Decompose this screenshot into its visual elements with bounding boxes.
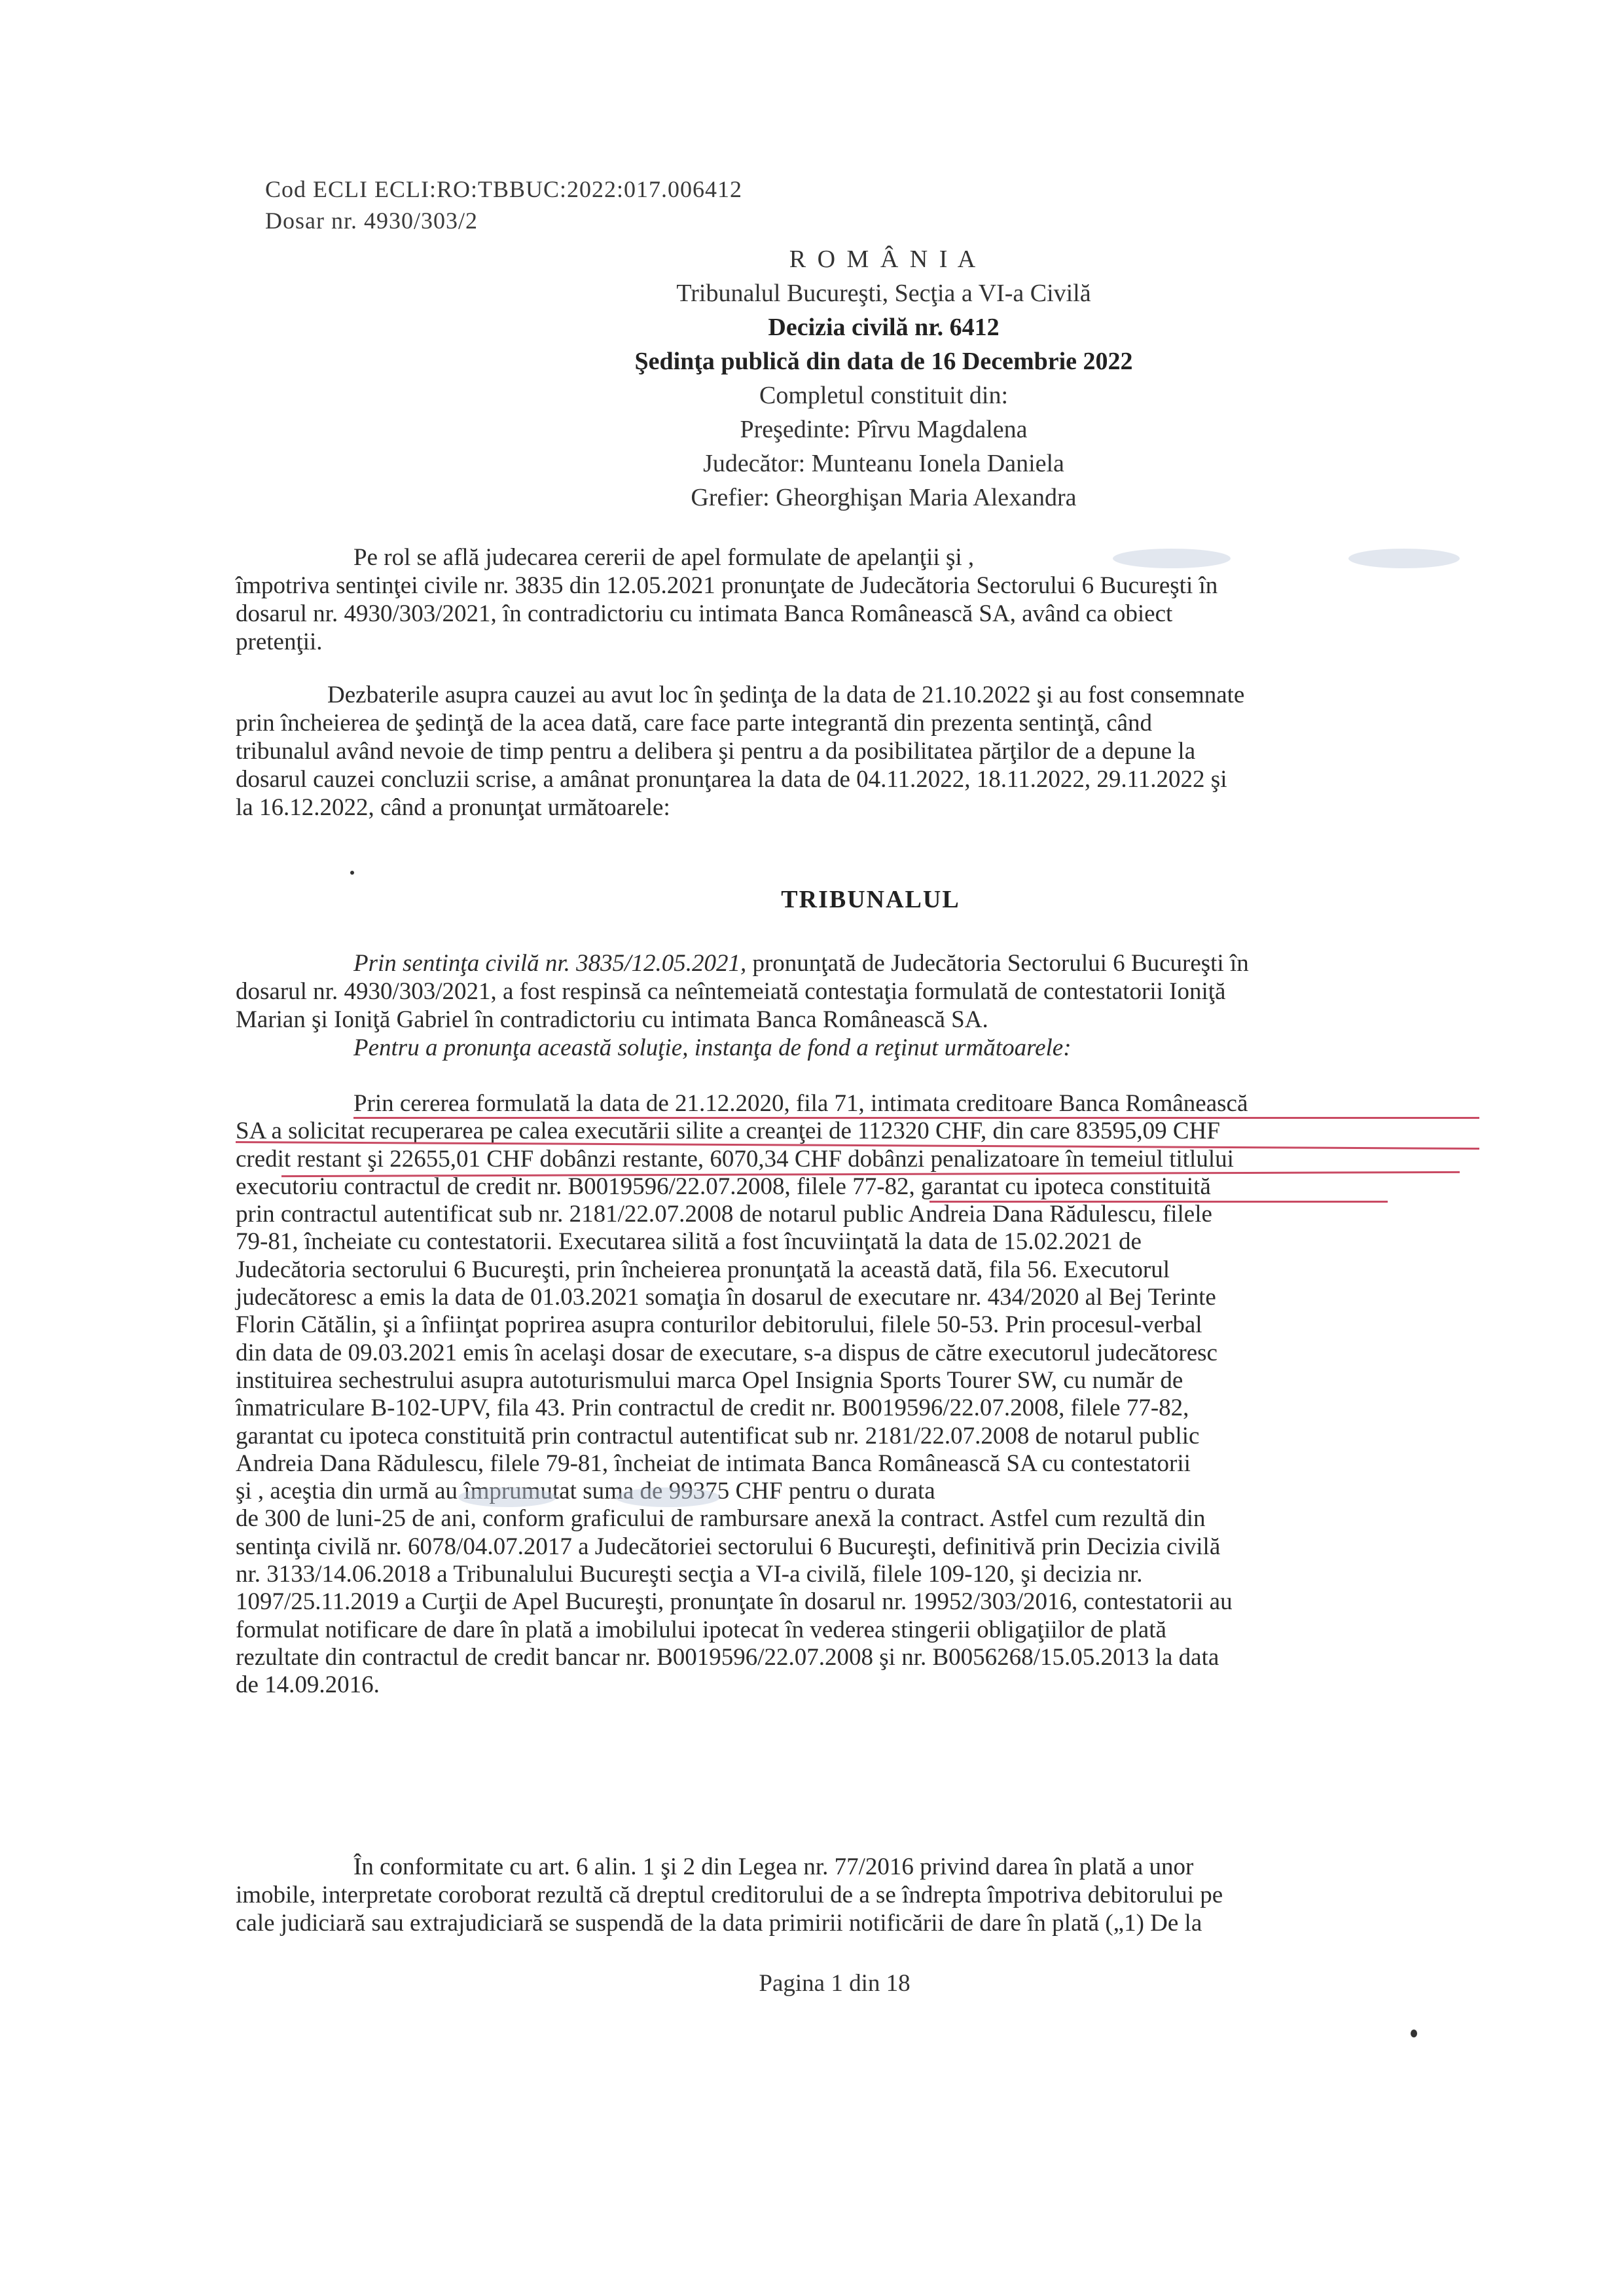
ink-speck	[350, 871, 354, 875]
facts-line: nr. 3133/14.06.2018 a Tribunalului Bucureşti secţia a VI-a civilă, filele 109-120, şi decizia nr.	[236, 1561, 1143, 1588]
ink-speck	[1411, 2030, 1417, 2037]
court-name: Tribunalul Bucureşti, Secţia a VI-a Civilă	[676, 280, 1091, 307]
facts-line: prin contractul autentificat sub nr. 2181/22.07.2008 de notarul public Andreia Dana Rădulescu, filele	[236, 1201, 1212, 1228]
section-heading: TRIBUNALUL	[781, 886, 960, 913]
summary-line: dosarul nr. 4930/303/2021, a fost respinsă ca neîntemeiată contestaţia formulată de contestatorii Ioniţă	[236, 978, 1226, 1005]
facts-line: şi , aceştia din urmă au împrumutat suma de 99375 CHF pentru o durata	[236, 1478, 935, 1505]
sentence-summary-paragraph	[236, 949, 1453, 1062]
facts-line: garantat cu ipoteca constituită prin contractul autentificat sub nr. 2181/22.07.2008 de notarul public	[236, 1422, 1200, 1449]
facts-line: înmatriculare B-102-UPV, fila 43. Prin contractul de credit nr. B0019596/22.07.2008, filele 77-82,	[236, 1394, 1189, 1422]
facts-line: SA a solicitat recuperarea pe calea executării silite a creanţei de 112320 CHF, din care 83595,09 CHF	[236, 1118, 1220, 1145]
panel-president: Preşedinte: Pîrvu Magdalena	[740, 416, 1028, 443]
facts-line: instituirea sechestrului asupra autoturismului marca Opel Insignia Sports Tourer SW, cu număr de	[236, 1366, 1183, 1394]
facts-line: credit restant şi 22655,01 CHF dobânzi restante, 6070,34 CHF dobânzi penalizatoare în temeiul titlului	[236, 1145, 1234, 1173]
legal-line: imobile, interpretate coroborat rezultă că dreptul creditorului de a se îndrepta împotriva debitorului pe	[236, 1882, 1223, 1908]
session-date: Şedinţa publică din data de 16 Decembrie 2022	[634, 348, 1133, 375]
facts-paragraph	[236, 1090, 1453, 1700]
facts-line: Florin Cătălin, şi a înfiinţat poprirea asupra conturilor debitorului, filele 50-53. Prin procesul-verbal	[236, 1311, 1202, 1339]
facts-line: judecătoresc a emis la data de 01.03.2021 somaţia în dosarul de executare nr. 434/2020 al Bej Terinte	[236, 1284, 1216, 1311]
reasoning-intro: Pentru a pronunţa această soluţie, instanţa de fond a reţinut următoarele:	[353, 1034, 1072, 1061]
redaction-blot	[1113, 549, 1231, 568]
summary-line: Marian şi Ioniţă Gabriel în contradictoriu cu intimata Banca Românească SA.	[236, 1006, 988, 1033]
debate-line: Dezbaterile asupra cauzei au avut loc în şedinţa de la data de 21.10.2022 şi au fost consemnate	[327, 682, 1245, 708]
facts-line: executoriu contractul de credit nr. B0019596/22.07.2008, filele 77-82, garantat cu ipoteca constituită	[236, 1173, 1211, 1200]
panel-judge: Judecător: Munteanu Ionela Daniela	[703, 450, 1064, 477]
panel-clerk: Grefier: Gheorghişan Maria Alexandra	[691, 484, 1077, 511]
redaction-blot	[1348, 549, 1460, 568]
redaction-blot	[458, 1487, 556, 1507]
intro-line: dosarul nr. 4930/303/2021, în contradictoriu cu intimata Banca Românească SA, având ca obiect	[236, 600, 1173, 627]
facts-line: Judecătoria sectorului 6 Bucureşti, prin încheierea pronunţată la această dată, fila 56. Executorul	[236, 1256, 1170, 1283]
case-number: Dosar nr. 4930/303/2	[265, 208, 478, 234]
facts-line: de 300 de luni-25 de ani, conform graficului de rambursare anexă la contract. Astfel cum rezultă din	[236, 1505, 1206, 1533]
facts-line: Andreia Dana Rădulescu, filele 79-81, încheiat de intimata Banca Românească SA cu contestatorii	[236, 1449, 1191, 1477]
summary-line	[236, 949, 1453, 977]
summary-line-rest: pronunţată de Judecătoria Sectorului 6 Bucureşti în	[746, 950, 1249, 977]
red-underline	[353, 1117, 1479, 1119]
facts-line: Prin cererea formulată la data de 21.12.2020, fila 71, intimata creditoare Banca Românească	[353, 1090, 1248, 1117]
debate-line: la 16.12.2022, când a pronunţat următoarele:	[236, 794, 670, 821]
intro-line: împotriva sentinţei civile nr. 3835 din 12.05.2021 pronunţate de Judecătoria Sectorului 6 Bucureşti în	[236, 572, 1218, 599]
intro-line: pretenţii.	[236, 629, 323, 655]
intro-paragraph	[236, 543, 1453, 656]
debate-line: tribunalul având nevoie de timp pentru a delibera şi pentru a da posibilitatea părţilor de a depune la	[236, 738, 1196, 765]
redaction-blot	[615, 1487, 720, 1507]
facts-line: din data de 09.03.2021 emis în acelaşi dosar de executare, s-a dispus de către executorul judecătoresc	[236, 1339, 1218, 1366]
intro-line: Pe rol se află judecarea cererii de apel formulate de apelanţii şi ,	[353, 544, 975, 571]
facts-line: 79-81, încheiate cu contestatorii. Executarea silită a fost încuviinţată la data de 15.02.2021 de	[236, 1228, 1142, 1256]
legal-line: cale judiciară sau extrajudiciară se suspendă de la data primirii notificării de dare în plată („1) De la	[236, 1910, 1202, 1937]
sentence-reference: Prin sentinţa civilă nr. 3835/12.05.2021,	[353, 950, 747, 977]
ecli-code: Cod ECLI ECLI:RO:TBBUC:2022:017.006412	[265, 176, 743, 202]
facts-line: sentinţa civilă nr. 6078/04.07.2017 a Judecătoriei sectorului 6 Bucureşti, definitivă prin Decizia civilă	[236, 1533, 1221, 1560]
facts-line: de 14.09.2016.	[236, 1671, 380, 1699]
legal-basis-paragraph	[236, 1853, 1453, 1937]
debate-paragraph	[236, 681, 1453, 822]
facts-line: rezultate din contractul de credit bancar nr. B0019596/22.07.2008 şi nr. B0056268/15.05.2013 la data	[236, 1643, 1219, 1671]
panel-intro: Completul constituit din:	[759, 382, 1008, 409]
page-footer: Pagina 1 din 18	[759, 1970, 911, 1997]
facts-line: 1097/25.11.2019 a Curţii de Apel Bucureşti, pronunţate în dosarul nr. 19952/303/2016, contestatorii au	[236, 1588, 1233, 1616]
decision-number: Decizia civilă nr. 6412	[768, 314, 1000, 341]
red-underline	[929, 1201, 1388, 1203]
legal-line: În conformitate cu art. 6 alin. 1 şi 2 din Legea nr. 77/2016 privind darea în plată a unor	[353, 1853, 1194, 1880]
debate-line: dosarul cauzei concluzii scrise, a amânat pronunţarea la data de 04.11.2022, 18.11.2022, 29.11.2022 şi	[236, 766, 1227, 793]
facts-line: formulat notificare de dare în plată a imobilului ipotecat în vederea stingerii obligaţiilor de plată	[236, 1616, 1166, 1643]
debate-line: prin încheierea de şedinţă de la acea dată, care face parte integrantă din prezenta sentinţă, când	[236, 710, 1153, 737]
country-heading: R O M Â N I A	[789, 246, 979, 273]
